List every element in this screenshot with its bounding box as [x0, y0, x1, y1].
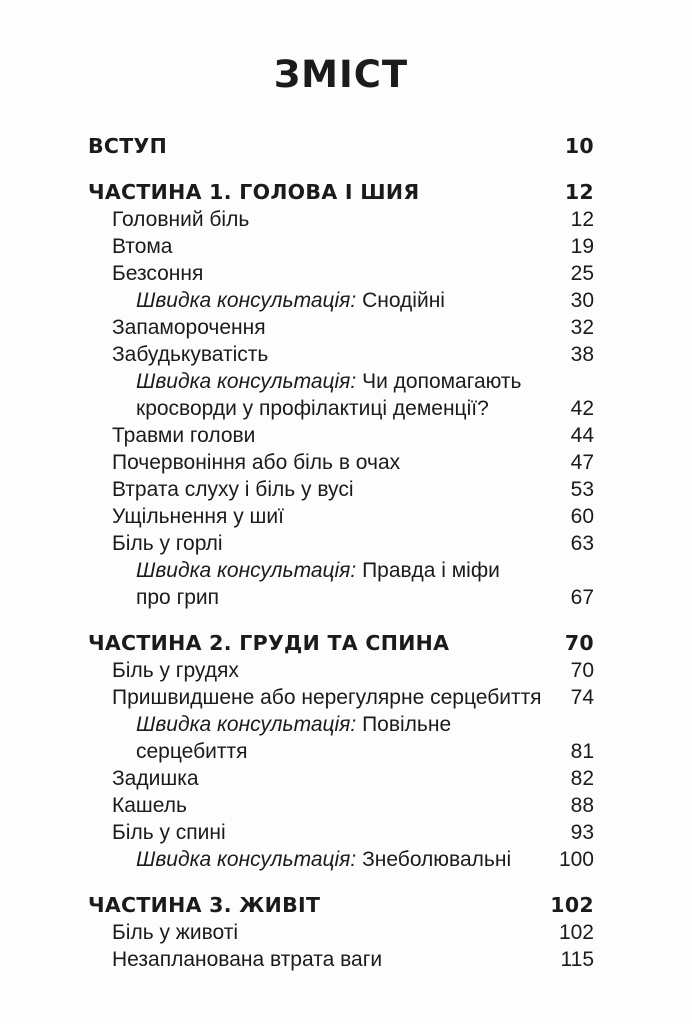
toc-part-entry: [88, 133, 594, 160]
toc-entry-label: Запаморочення: [112, 316, 266, 339]
toc-entry-label: ЧАСТИНА 3. ЖИВІТ: [88, 893, 321, 917]
toc-entry-label: Задишка: [112, 767, 199, 790]
toc-item-entry: [88, 503, 594, 530]
toc-entry-label: Кашель: [112, 794, 187, 817]
quick-consult-prefix: Швидка консультація:: [136, 559, 357, 582]
toc-entry-page-number: 25: [570, 262, 594, 285]
toc-quick-consult-entry: [88, 846, 594, 873]
quick-consult-prefix: Швидка консультація:: [136, 370, 357, 393]
toc-entry-page-number: 12: [570, 208, 594, 231]
toc-item-entry: [88, 919, 594, 946]
toc-item-entry: [88, 792, 594, 819]
toc-entry-page-number: 102: [558, 921, 594, 944]
toc-item-entry: [88, 422, 594, 449]
toc-entry-page-number: 53: [570, 478, 594, 501]
toc-item-entry: [88, 946, 594, 973]
toc-entry-label: Втома: [112, 235, 173, 258]
toc-entry-page-number: 38: [570, 343, 594, 366]
toc-entry-label: Швидка консультація: Повільне серцебиття: [136, 713, 452, 763]
toc-entry-label: Швидка консультація: Чи допомагають кросворди у профілактиці деменції?: [136, 370, 522, 420]
toc-entry-label: Біль у спині: [112, 821, 226, 844]
toc-item-entry: [88, 765, 594, 792]
toc-item-entry: [88, 260, 594, 287]
toc-item-entry: [88, 341, 594, 368]
toc-item-entry: [88, 819, 594, 846]
toc-entry-page-number: 10: [564, 134, 594, 158]
toc-list: [88, 133, 594, 973]
toc-item-entry: [88, 206, 594, 233]
toc-entry-label: Ущільнення у шиї: [112, 505, 284, 528]
toc-entry-label: Забудькуватість: [112, 343, 269, 366]
toc-part-entry: [88, 179, 594, 206]
toc-entry-page-number: 70: [564, 631, 594, 655]
toc-entry-page-number: 30: [570, 289, 594, 312]
toc-entry-page-number: 44: [570, 424, 594, 447]
toc-item-entry: [88, 476, 594, 503]
toc-entry-label: Почервоніння або біль в очах: [112, 451, 401, 474]
toc-item-entry: [88, 233, 594, 260]
toc-entry-page-number: 93: [570, 821, 594, 844]
toc-entry-page-number: 63: [570, 532, 594, 555]
toc-entry-label: Незапланована втрата ваги: [112, 948, 383, 971]
quick-consult-prefix: Швидка консультація:: [136, 713, 357, 736]
toc-entry-page-number: 70: [570, 659, 594, 682]
toc-entry-page-number: 88: [570, 794, 594, 817]
toc-part-entry: [88, 630, 594, 657]
toc-entry-label: ЧАСТИНА 2. ГРУДИ ТА СПИНА: [88, 631, 450, 655]
quick-consult-prefix: Швидка консультація:: [136, 848, 357, 871]
toc-entry-page-number: 115: [560, 948, 594, 971]
toc-item-entry: [88, 314, 594, 341]
toc-entry-label: Безсоння: [112, 262, 204, 285]
toc-entry-page-number: 19: [570, 235, 594, 258]
toc-part-entry: [88, 892, 594, 919]
toc-entry-page-number: 60: [570, 505, 594, 528]
toc-item-entry: [88, 530, 594, 557]
toc-item-entry: [88, 449, 594, 476]
toc-entry-label: Біль у животі: [112, 921, 239, 944]
toc-entry-label: Травми голови: [112, 424, 256, 447]
toc-entry-page-number: 42: [570, 397, 594, 420]
toc-entry-page-number: 67: [570, 586, 594, 609]
toc-entry-label: Швидка консультація: Знеболювальні: [136, 848, 512, 871]
quick-consult-prefix: Швидка консультація:: [136, 289, 357, 312]
toc-entry-page-number: 12: [564, 180, 594, 204]
toc-entry-page-number: 74: [570, 686, 594, 709]
toc-entry-label: Пришвидшене або нерегулярне серцебиття: [112, 686, 542, 709]
page-title: ЗМІСТ: [273, 53, 409, 96]
toc-entry-label: Головний біль: [112, 208, 250, 231]
toc-item-entry: [88, 684, 594, 711]
toc-entry-label: Біль у грудях: [112, 659, 239, 682]
toc-entry-label: Швидка консультація: Правда і міфи про грип: [136, 559, 500, 609]
toc-entry-page-number: 82: [570, 767, 594, 790]
toc-entry-page-number: 100: [558, 848, 594, 871]
toc-entry-page-number: 81: [570, 740, 594, 763]
toc-quick-consult-entry: [88, 711, 594, 765]
toc-entry-page-number: 47: [570, 451, 594, 474]
toc-entry-page-number: 102: [550, 893, 594, 917]
toc-quick-consult-entry: [88, 368, 594, 422]
toc-quick-consult-entry: [88, 287, 594, 314]
toc-item-entry: [88, 657, 594, 684]
toc-entry-label: Втрата слуху і біль у вусі: [112, 478, 354, 501]
toc-entry-label: ВСТУП: [88, 134, 168, 158]
toc-entry-label: ЧАСТИНА 1. ГОЛОВА І ШИЯ: [88, 180, 420, 204]
toc-entry-label: Біль у горлі: [112, 532, 223, 555]
toc-entry-label: Швидка консультація: Снодійні: [136, 289, 445, 312]
toc-entry-page-number: 32: [570, 316, 594, 339]
toc-quick-consult-entry: [88, 557, 594, 611]
